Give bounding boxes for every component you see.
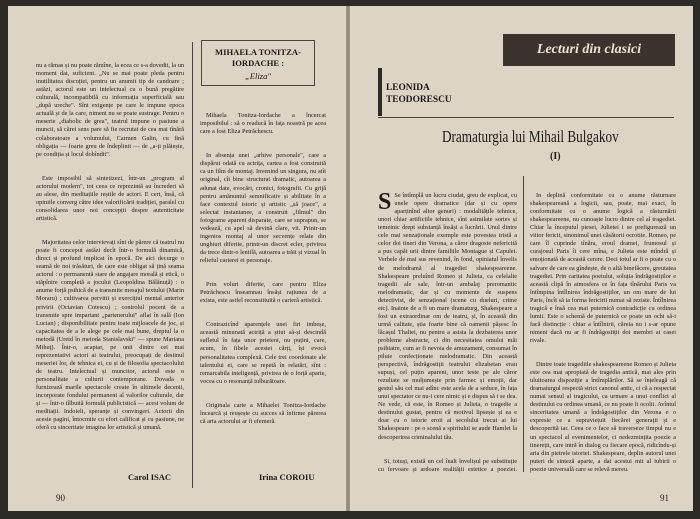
left-column-1 [36, 46, 184, 464]
review-subtitle: „Eliza" [244, 71, 272, 81]
paragraph: Prin voluri diferite, care pentru Eliza Petrăchescu înseamnau însăși rațiunea de a exista, este astfel reconstituită o carieră artistică. [200, 281, 326, 305]
paragraph-text: Se întîmplă un lucru ciudat, greu de explicat, cu unele opere dramatice (dar și cu opere aparținînd altor genuri) : modalitățile tehnice, unori chiar artificiile tehnice, sînt asimilate sortes și temeinic drept substanță însăși a lucrării. Unul dintre cele mai senzaționale exemple este povestea tristă a celor doi tineri din Verona, a căror dragoste nefericită a pus capăt urii dintre familiile Montague și Capulet. Verbele de mai sus revenind, în fond, opiniatul învelis de melodramă al tragediei shakespeareene. Shakespeare preluînd Romeo și Julieta, ca celelalte tragedii ale sale, într-un ambalaj preromantic melodramatic, dar și cu momente de suspens detectivist, de senzațional (scene cu dueluri, crime etc). Inainte de a fi un mare dramaturg, Shakespeare a fost un extraordinar om de teatru, și, în această din urmă calitate, știa foarte bine că oamenii pășesc în lăcașul Thaliei, nu pentru a asista la dezbaterea unor probleme abstracte, ci din necesitatea omului măi psihiatre, cum ar fi nevoia de amuzament, consumat în piluie confecționate melodramatic. Din această perspectivă, îndrăgostiții teatrului elizabetan erau supuși, cel puțin aparent, unor teste pe ale căror rezultate se mulțumește prin farmec și emoții, dar gestul său cel mai adînc este acela de a seduce, în fața unui spectator ce nu-i cere nimic și e dispus să i se dea. Ne vede, că este, în Romeo și Julieta, o tragedie a destinului gustat, pentru că motivul lipsește și ea e doar cu o istorie eroii ai secolului trecut ai lui Shakespeare : pe o scenă a spiritului se aude Hamlet la descoperirea criminalului tău. [378, 192, 517, 441]
paragraph: Contrazicînd aparențele unei firi imbeșe, această minunată actriță a știut să-și descindă sufletul în fața unor prieteni, nu puțini, care, acum, în fibele acestei cărți, își evocă personalitatea complexă. Cele trei coordonate ale talentului ei, care se repetă în relatări, sînt : remarcabila inteligență, privirea de o forță aparte, vocea cu o resonanță tulburătoare. [200, 321, 326, 385]
article-part: (I) [550, 151, 561, 162]
article-title: Dramaturgia lui Mihail Bulgakov [442, 127, 619, 146]
paragraph: nu a rămas și nu poate rămîne, la ecea ce s-a dovedit, la un moment dat, suficient. „Nu se mai poate pleda pentru inutilitatea discuției, pentru un anumit tip de candoare ; astăzi, actorul este un intelectual cu o bună pregătire culturală, incompatibilă cu informația superficială sau „după ureche". Sînt exigențe pe care le impune epoca actuală și de la care, nimeni nu se poate sustrage. Pentru o meserie „diabolic de grea", teatrul impune o pasiune a muncii, să cărei sens pare să fie recrutat de cea mai tînără colaboratoare a volumului, Carmen Galin, cu fină obligația — foarte greu de îndeplinit — de „a-ți plătește, pe condiția și locul dobîndit". [36, 62, 184, 158]
drop-cap: S [378, 189, 392, 216]
signature-irina-coroiu: Irina COROIU [259, 472, 315, 482]
review-title-box [201, 40, 315, 86]
left-page [8, 6, 346, 511]
right-column-2 [530, 176, 676, 473]
section-title: Lecturi din clasici [536, 42, 642, 57]
paragraph: Originala carte a Mihaelei Tonitza-Iordache încearcă și reușește cu succes să înfirme părerea că arta actorului ar fi efemeră. [200, 401, 326, 425]
author-bar [378, 68, 382, 116]
column-rule [523, 176, 524, 472]
paragraph: In absența unei „arhive personale", care a dispărut odată cu actrița, cartea a fost construită ca un film de montaj. Invenind un singura, nu atît original, cît bine structurat dramatic, autoarea a adunat date, evocări, cronici, fotografii. Cu grijă pentru amănuntul semnificativ și abilitate în a face contextul istoric și artistic „să joace", a selectat instantanee, a construit „filmul" din fotograme aparent disparate, care se suprapun, se vedează, cu apel să devină clare, vii. Printr-un ingenios montaj al unor secvențe relate din unghiuri diferite, printr-un discret ecler, privirea da trece dintr-o lentilă, autoarea a trăit și vizual în relieful carierei ei personaje. [200, 152, 326, 264]
right-column-1 [378, 176, 517, 473]
author-name-text: LEONIDA TEODORESCU [386, 83, 452, 105]
page-number-left: 90 [56, 493, 65, 503]
header-rule [378, 117, 674, 118]
author-name [386, 82, 476, 106]
paragraph: Este imposibil să sintetizezi, într-un „program al actorului modern", tot ceea ce reprezintă au încrederi să au alese, din meditațiile reștile de actori. E cert, însă, că opiniile converg către idee valorificării tradiției, paralel cu consolidarea unor noi concepții despre autenticitate artistică. [36, 174, 184, 222]
paragraph [378, 189, 517, 441]
section-header [503, 34, 675, 66]
signature-carol-isac: Carol ISAC [128, 472, 172, 482]
paragraph: In deplină conformitate cu o anume răsturnare shakespeareană a logicii, sau, poate, mai exact, în conformitate cu o anume logică a răsturnării shakespeareene, nu cunoaște lucru dintre cel al tragediei. Chiar la începutul piesei, Julietei i se prefigurează un viitor fericit, sinonimul unei căsătorii ocrotite. Romeo, pe care îl cuprinde tînăra, eroul dramei, frumosul și curajosul Paris îi cere mîna, e Julieta este mîndră și emoționată de această cerere. Deci totul ar fi o poate cu o salvare de care ea gîndește, de o altă binefăcere, greutatea tragediei. Prin caritatea poetului, soluția îndrăgostiților e această clipă în atmosfera ce în fața tînărului Paris va întîmpina întîlnirea îndrăgostiților, un om mare de lui Paris, încît să ia forma fericirii numai să reziste. Întîlnirea tragică e însă cea mai puternică contradicție cu ordinea lumii. Este o schemă de puternică ce poate un ochi să-i facă distincție : chiar a întîlnirii, căreia nu i s-ar opune nimeni dacă nu ar fi îndrăgostiții doi membri ai casei rivale. [530, 192, 676, 344]
page-number-right: 91 [660, 493, 669, 503]
paragraph: Majoritatea celor intervievați sînt de părere că teatrul nu poate fi conceput astăzi decît într-o formulă dinamică, direct și profund implicat în epocă. De aici decurge o seamă de noi trăsături, de care este obligat să țină seama actorul : o permanentă stare de angajare morală și etică, o stăpînire completă a jocului (Leopoldina Bălănuță) : o anume forță psihică de a transmite mesajul textului (Marin Moraru) ; cultivarea pervitii și exercițiul mental anterior privirii (Octavian Cotescu) ; controlul pocent de a transmite spre impartant „partenerului" aflat în sală (Ion Lucian) ; disponibilitate pentru toate mijloacele de joc, și capacitatea de a le alege pe cele mai bune, dreptul la o metodă (Ureid în metoda Stanislavski" — spune Mariana Mihuț). Într-o, acaptar, pe unii dintre cei mai reprezentativi actori ai teatrului, preocupați de destinul meseriei lor, de tehnica ei, cu și de filosofia spectacolului de teatru. Intelectual și muncitor, actorul este o personalitate a culturii contemporane. Dovada o furnizează marile spectacole create în ultimele decenii, incorporate fondului permanent al valorilor culturale, dar și — într-o tîlbuită formulă publicistică — acest volum de meditații. Indoieli, speranțe și convingeri. Actorii din aceste pagini, întocmite cu efort calificat și cu pasiune, ne oferă cu sinceritate imagina lor artistică și umană. [36, 239, 184, 432]
right-page [350, 6, 693, 511]
left-column-2 [200, 96, 326, 466]
paragraph: Dintre toate tragediile shakespeareene Romeo și Julieta este cea mai apropiată de tragedia antică, mai ales prin uluitoarea dispoziție a întîmplărilor. Să se înțeleagă că dramaturgul respectă strict canonul antic, ci că a respectat numai sensul al tragicului, ca urmare a unui conflict al destinului cu ordinea umană, ce nu poate fi ocolit. Avîntul sinceritatea umană a îndrăgostiților din Verona e o expresie ce a supraviețuit fiecărei generații și e descoperită iar. Ceea ce o face să traverseze timpul nu e un spectacol al evenimentelor, ci nedezmințita poezie a tinereții, care intră în dialog cu fiecare epocă, ridicîndu-și aria din pietrele istoriei. Shakespeare, deplin autorul unei puteri de sinteză aparte, a dat acestui mit al iubirii o poezie universală care se relevă mereu. [530, 361, 676, 473]
paragraph: Si, totuși, există un cel înalt învelișul pe substituție cu fervoare și ardoare realității estetice a poeziei. [378, 457, 517, 473]
column-rule [192, 42, 193, 488]
paragraph: Mihaela Tonitza-Iordache a încercat imposibilul : să o readucă în fața noastră pe acea care a fost Eliza Petrăchescu. [200, 112, 326, 136]
review-title: MIHAELA TONITZA-IORDACHE : [215, 47, 301, 68]
